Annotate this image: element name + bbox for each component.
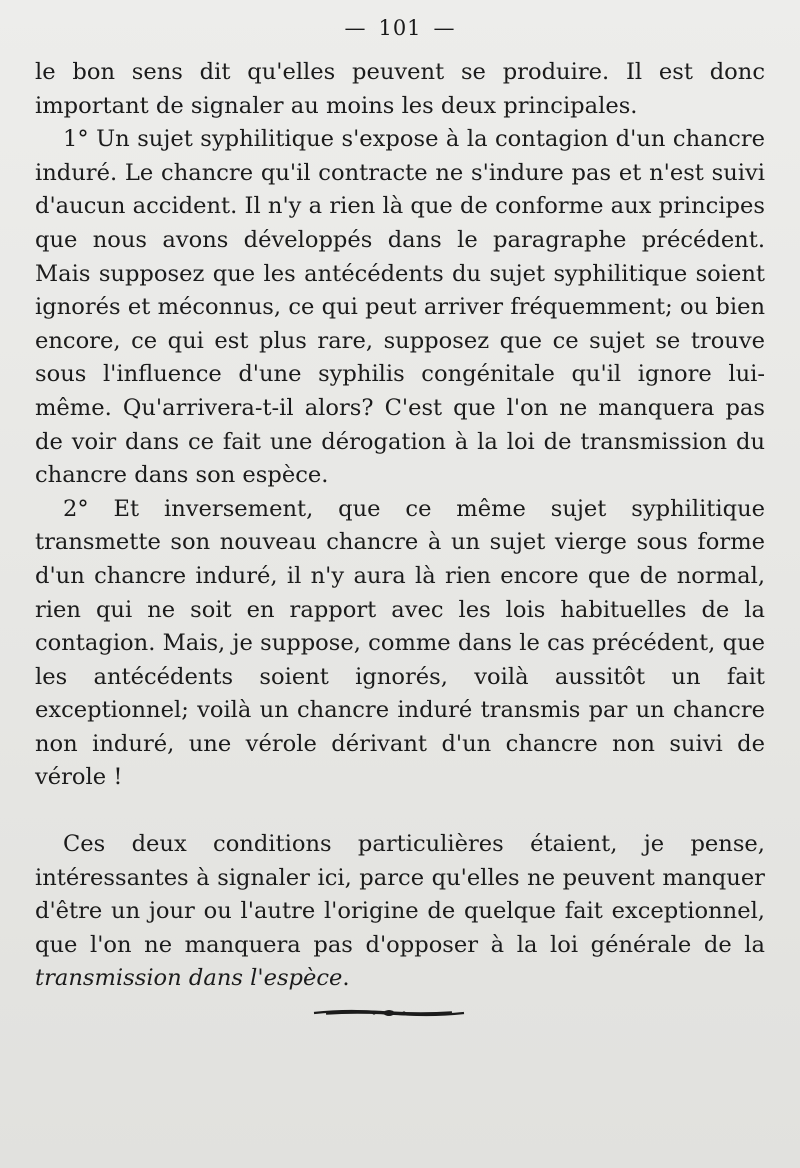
paragraph-case-one: 1° Un sujet syphilitique s'expose à la contagion d'un chancre induré. Le chancre qu'il contracte ne s'indure pas et n'est suivi d'aucun accident. Il n'y a rien là que de conforme aux principes que nous avons développés dans le paragraphe précédent. Mais supposez que les antécédents du sujet syphilitique soient ignorés et méconnus, ce qui peut arriver fréquemment; ou bien encore, ce qui est plus rare, supposez que ce sujet se trouve sous l'influence d'une syphilis congénitale qu'il ignore lui-même. Qu'arrivera-t-il alors? C'est que l'on ne manquera pas de voir dans ce fait une dérogation à la loi de transmission du chancre dans son espèce. <box>35 126 765 489</box>
body-text <box>35 56 765 996</box>
conclusion-end: . <box>342 965 350 992</box>
paragraph-continuation: le bon sens dit qu'elles peuvent se produire. Il est donc important de signaler au moins les deux principales. <box>35 59 765 119</box>
page-number: 101 <box>378 16 422 40</box>
conclusion-text: Ces deux conditions particulières étaient, je pense, intéressantes à signaler ici, parce qu'elles ne peuvent manquer d'être un jour ou l'autre l'origine de quelque fait exceptionnel, que l'on ne manquera pas d'opposer à la loi générale de la <box>35 831 765 958</box>
folio-dash-left: — <box>344 16 367 40</box>
paragraph-conclusion <box>35 828 765 996</box>
folio-dash-right: — <box>433 16 456 40</box>
decorative-rule-ornament-icon <box>312 1004 466 1022</box>
page-folio <box>0 16 800 40</box>
conclusion-italic: transmission dans l'espèce <box>35 965 343 992</box>
paragraph-case-two: 2° Et inversement, que ce même sujet syphilitique transmette son nouveau chancre à un sujet vierge sous forme d'un chancre induré, il n'y aura là rien encore que de normal, rien qui ne soit en rapport avec les lois habituelles de la contagion. Mais, je suppose, comme dans le cas précédent, que les antécédents soient ignorés, voilà aussitôt un fait exceptionnel; voilà un chancre induré transmis par un chancre non induré, une vérole dérivant d'un chancre non suivi de vérole ! <box>35 495 765 791</box>
